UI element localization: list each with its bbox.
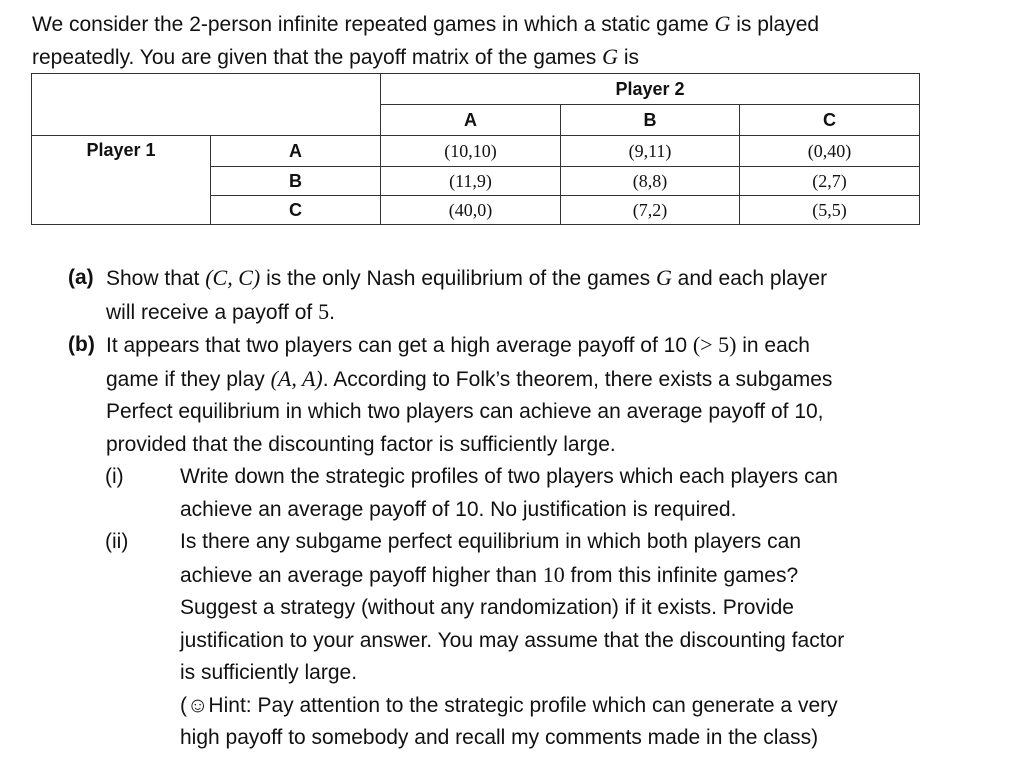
question-label: (b)	[68, 333, 95, 356]
question-line: achieve an average payoff of 10. No justification is required.	[180, 497, 737, 521]
question-line	[106, 363, 960, 397]
math-expr: (C, C)	[205, 265, 261, 290]
text: in each	[736, 334, 810, 357]
intro-text: is played	[730, 13, 820, 36]
text: and each player	[671, 267, 828, 290]
hint-line: high payoff to somebody and recall my comments made in the class)	[180, 726, 819, 749]
subquestion-label: (ii)	[105, 530, 129, 553]
intro-text: repeatedly. You are given that the payoff matrix of the games	[32, 46, 603, 69]
text: from this infinite games?	[564, 563, 799, 587]
payoff-cell: (8,8)	[561, 167, 740, 196]
intro-paragraph	[32, 8, 932, 74]
col-header-b: B	[561, 105, 740, 136]
math-expr: 10	[542, 561, 565, 587]
text: achieve an average payoff higher than	[180, 563, 543, 587]
subquestion-ii	[60, 526, 960, 755]
payoff-cell: (40,0)	[381, 196, 561, 225]
text: .	[329, 300, 335, 324]
question-label: (a)	[68, 266, 94, 289]
math-expr: (> 5)	[692, 332, 737, 357]
question-line	[106, 262, 960, 296]
question-line: provided that the discounting factor is sufficiently large.	[106, 432, 616, 456]
subquestion-label: (i)	[105, 465, 124, 488]
question-line	[106, 329, 960, 363]
math-expr: (A, A)	[270, 365, 323, 391]
corner-cell	[32, 74, 381, 136]
question-list	[60, 262, 960, 755]
payoff-matrix	[31, 73, 920, 225]
question-line: Perfect equilibrium in which two players can achieve an average payoff of 10,	[106, 400, 824, 423]
subquestion-i	[60, 461, 960, 526]
text: game if they play	[106, 367, 271, 391]
question-line: Is there any subgame perfect equilibrium in which both players can	[180, 530, 801, 553]
text: It appears that two players can get a high average payoff of 10	[106, 334, 693, 357]
text: will receive a payoff of	[106, 300, 319, 324]
question-line	[106, 296, 960, 330]
math-var: G	[714, 11, 731, 36]
row-header-c: C	[211, 196, 381, 225]
intro-line-1	[32, 8, 932, 41]
question-line: Write down the strategic profiles of two players which each players can	[180, 465, 838, 488]
math-expr: 5	[318, 298, 330, 324]
row-header-b: B	[211, 167, 381, 196]
question-line	[180, 559, 960, 593]
question-b	[60, 329, 960, 461]
text: Show that	[106, 267, 206, 290]
player2-header: Player 2	[381, 74, 920, 105]
question-line: justification to your answer. You may assume that the discounting factor	[180, 628, 845, 652]
intro-text: We consider the 2-person infinite repeated games in which a static game	[32, 13, 715, 36]
row-header-a: A	[211, 136, 381, 167]
question-line: is sufficiently large.	[180, 661, 358, 684]
payoff-cell: (0,40)	[740, 136, 920, 167]
math-var: G	[655, 265, 672, 290]
payoff-cell: (2,7)	[740, 167, 920, 196]
hint-line: (☺Hint: Pay attention to the strategic profile which can generate a very	[180, 693, 838, 717]
text: . According to Folk’s theorem, there exists a subgames	[322, 367, 833, 391]
payoff-cell: (7,2)	[561, 196, 740, 225]
col-header-a: A	[381, 105, 561, 136]
question-line: Suggest a strategy (without any randomization) if it exists. Provide	[180, 596, 794, 619]
payoff-cell: (11,9)	[381, 167, 561, 196]
col-header-c: C	[740, 105, 920, 136]
payoff-cell: (5,5)	[740, 196, 920, 225]
payoff-cell: (10,10)	[381, 136, 561, 167]
question-a	[60, 262, 960, 329]
intro-text: is	[617, 46, 639, 69]
text: is the only Nash equilibrium of the games	[260, 267, 656, 290]
payoff-cell: (9,11)	[561, 136, 740, 167]
intro-line-2	[32, 41, 932, 74]
player1-header: Player 1	[32, 136, 211, 225]
math-var: G	[602, 44, 618, 69]
